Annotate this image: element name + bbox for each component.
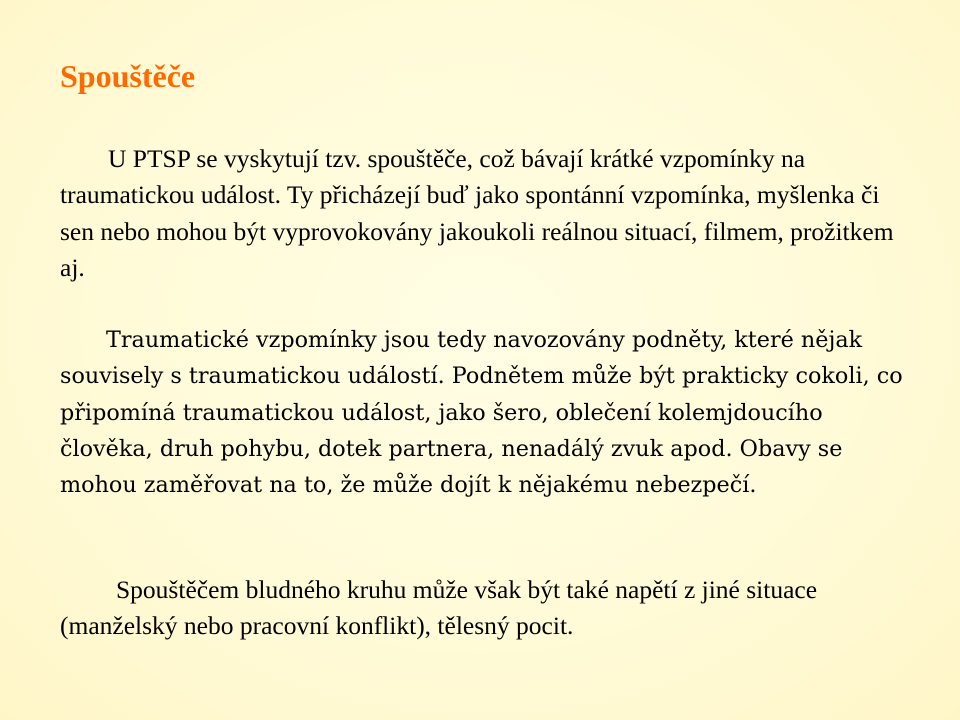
paragraph-traumatic-memories: Traumatické vzpomínky jsou tedy navozovány podněty, které nějak souvisely s traumatickou událostí. Podnětem může být prakticky cokoli, co připomíná traumatickou událost, jako šero, oblečení kolemjdoucího člověka, druh pohybu, dotek partnera, nenadálý zvuk apod. Obavy se mohou zaměřovat na to, že může dojít k nějakému nebezpečí. [60, 327, 903, 499]
slide-title: Spouštěče [60, 58, 196, 94]
paragraph-triggers-intro: U PTSP se vyskytují tzv. spouštěče, což bávají krátké vzpomínky na traumatickou událost. Ty přicházejí buď jako spontánní vzpomínka, myšlenka či sen nebo mohou být vyprovokovány jakoukoli reálnou situací, filmem, prožitkem aj. [60, 144, 894, 282]
paragraph-vicious-circle: Spouštěčem bludného kruhu může však být také napětí z jiné situace (manželský nebo pracovní konflikt), tělesný pocit. [60, 575, 818, 641]
